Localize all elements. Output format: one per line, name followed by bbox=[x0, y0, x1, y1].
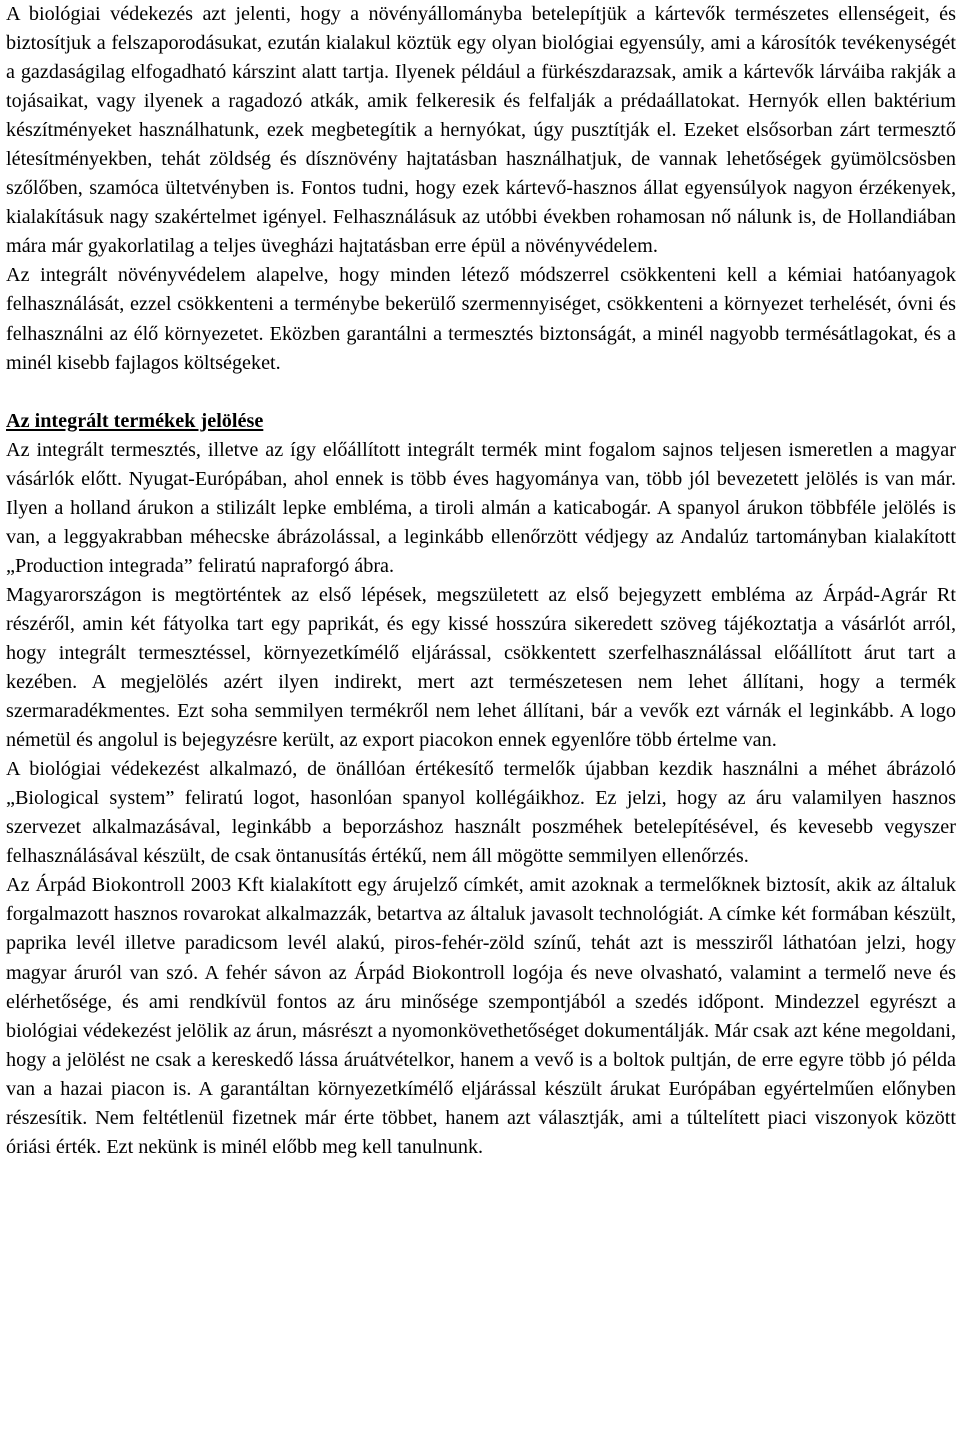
paragraph-biological-system-logo: A biológiai védekezést alkalmazó, de önállóan értékesítő termelők újabban kezdik használni a méhet ábrázoló „Biological system” feliratú logot, hasonlóan spanyol kollégáikhoz. Ez jelzi, hogy az áru valamilyen hasznos szervezet alkalmazásával, leginkább a beporzáshoz használt poszméhek betelepítésével, és kevesebb vegyszer felhasználásával készült, de csak öntanusítás értékű, nem áll mögötte semmilyen ellenőrzés. bbox=[6, 758, 956, 868]
document-page bbox=[6, 0, 956, 1162]
paragraph-integrated-labels: Az integrált termesztés, illetve az így előállított integrált termék mint fogalom sajnos teljesen ismeretlen a magyar vásárlók előtt. Nyugat-Európában, ahol ennek is több éves hagyománya van, több jól bevezetett jelölés is van már. Ilyen a holland árukon a stilizált lepke embléma, a tiroli almán a katicabogár. A spanyol árukon többféle jelölés is van, a leggyakrabban méhecske ábrázolással, a leginkább ellenőrzött védjegy az Andalúz tartományban kialakított „Production integrada” feliratú napraforgó ábra. bbox=[6, 438, 956, 577]
paragraph-arpad-biokontroll-label: Az Árpád Biokontroll 2003 Kft kialakított egy árujelző címkét, amit azoknak a termelőknek biztosít, akik az általuk forgalmazott hasznos rovarokat alkalmazzák, betartva az általuk javasolt technológiát. A címke két formában készült, paprika levél illetve paradicsom levél alakú, piros-fehér-zöld színű, tehát azt is messziről láthatóan jelzi, hogy magyar áruról van szó. A fehér sávon az Árpád Biokontroll logója és neve olvasható, valamint a termelő neve és elérhetősége, és ami rendkívül fontos az áru minősége szempontjából a szedés időpont. Mindezzel egyrészt a biológiai védekezést jelölik az árun, másrészt a nyomonkövethetőséget dokumentálják. Már csak azt kéne megoldani, hogy a jelölést ne csak a kereskedő lássa áruátvételkor, hanem a vevő is a boltok pultján, de erre egyre több jó példa van a hazai piacon is. A garantáltan környezetkímélő eljárással készült árukat Európában egyértelműen előnyben részesítik. Nem feltétlenül fizetnek már érte többet, hanem azt választják, ami a túltelített piaci viszonyok között óriási érték. Ezt nekünk is minél előbb meg kell tanulnunk. bbox=[6, 874, 956, 1158]
paragraph-integrated-protection: Az integrált növényvédelem alapelve, hogy minden létező módszerrel csökkenteni kell a kémiai hatóanyagok felhasználását, ezzel csökkenteni a terménybe bekerülő szermennyiséget, csökkenteni a környezet terhelését, óvni és felhasználni az élő környezetet. Eközben garantálni a termesztés biztonságát, a minél nagyobb termésátlagokat, és a minél kisebb fajlagos költségeket. bbox=[6, 264, 956, 374]
section-heading: Az integrált termékek jelölése bbox=[6, 409, 264, 432]
paragraph-biological-control: A biológiai védekezés azt jelenti, hogy a növényállományba betelepítjük a kártevők természetes ellenségeit, és biztosítjuk a felszaporodásukat, ezután kialakul köztük egy olyan biológiai egyensúly, ami a károsítók tevékenységét a gazdaságilag elfogadható kárszint alatt tartja. Ilyenek például a fürkészdarazsak, amik a kártevők lárváiba rakják a tojásaikat, vagy ilyenek a ragadozó atkák, amik felkeresik és felfalják a prédaállatokat. Hernyók ellen baktérium készítményeket használhatunk, ezek megbetegítik a hernyókat, úgy pusztítják el. Ezeket elsősorban zárt termesztő létesítményekben, tehát zöldség és dísznövény hajtatásban használhatjuk, de vannak lehetőségek gyümölcsösben szőlőben, szamóca ültetvényben is. Fontos tudni, hogy ezek kártevő-hasznos állat egyensúlyok nagyon érzékenyek, kialakításuk nagy szakértelmet igényel. Felhasználásuk az utóbbi években rohamosan nő nálunk is, de Hollandiában mára már gyakorlatilag a teljes üvegházi hajtatásban erre épül a növényvédelem. bbox=[6, 3, 956, 258]
paragraph-hungary-first-steps: Magyarországon is megtörténtek az első lépések, megszületett az első bejegyzett embléma az Árpád-Agrár Rt részéről, amin két fátyolka tart egy paprikát, és egy kissé hosszúra sikeredett szöveg tájékoztatja a vásárlót arról, hogy integrált termesztéssel, környezetkímélő eljárással, csökkentett szerfelhasználással előállított árut tart a kezében. A megjelölés azért ilyen indirekt, mert azt természetesen nem lehet állítani, hogy a termék szermaradékmentes. Ezt soha semmilyen termékről nem lehet állítani, bár a vevők ezt várnák el leginkább. A logo németül és angolul is bejegyzésre került, az export piacokon ennek egyenlőre több értelme van. bbox=[6, 583, 956, 752]
section-spacer bbox=[6, 378, 956, 407]
